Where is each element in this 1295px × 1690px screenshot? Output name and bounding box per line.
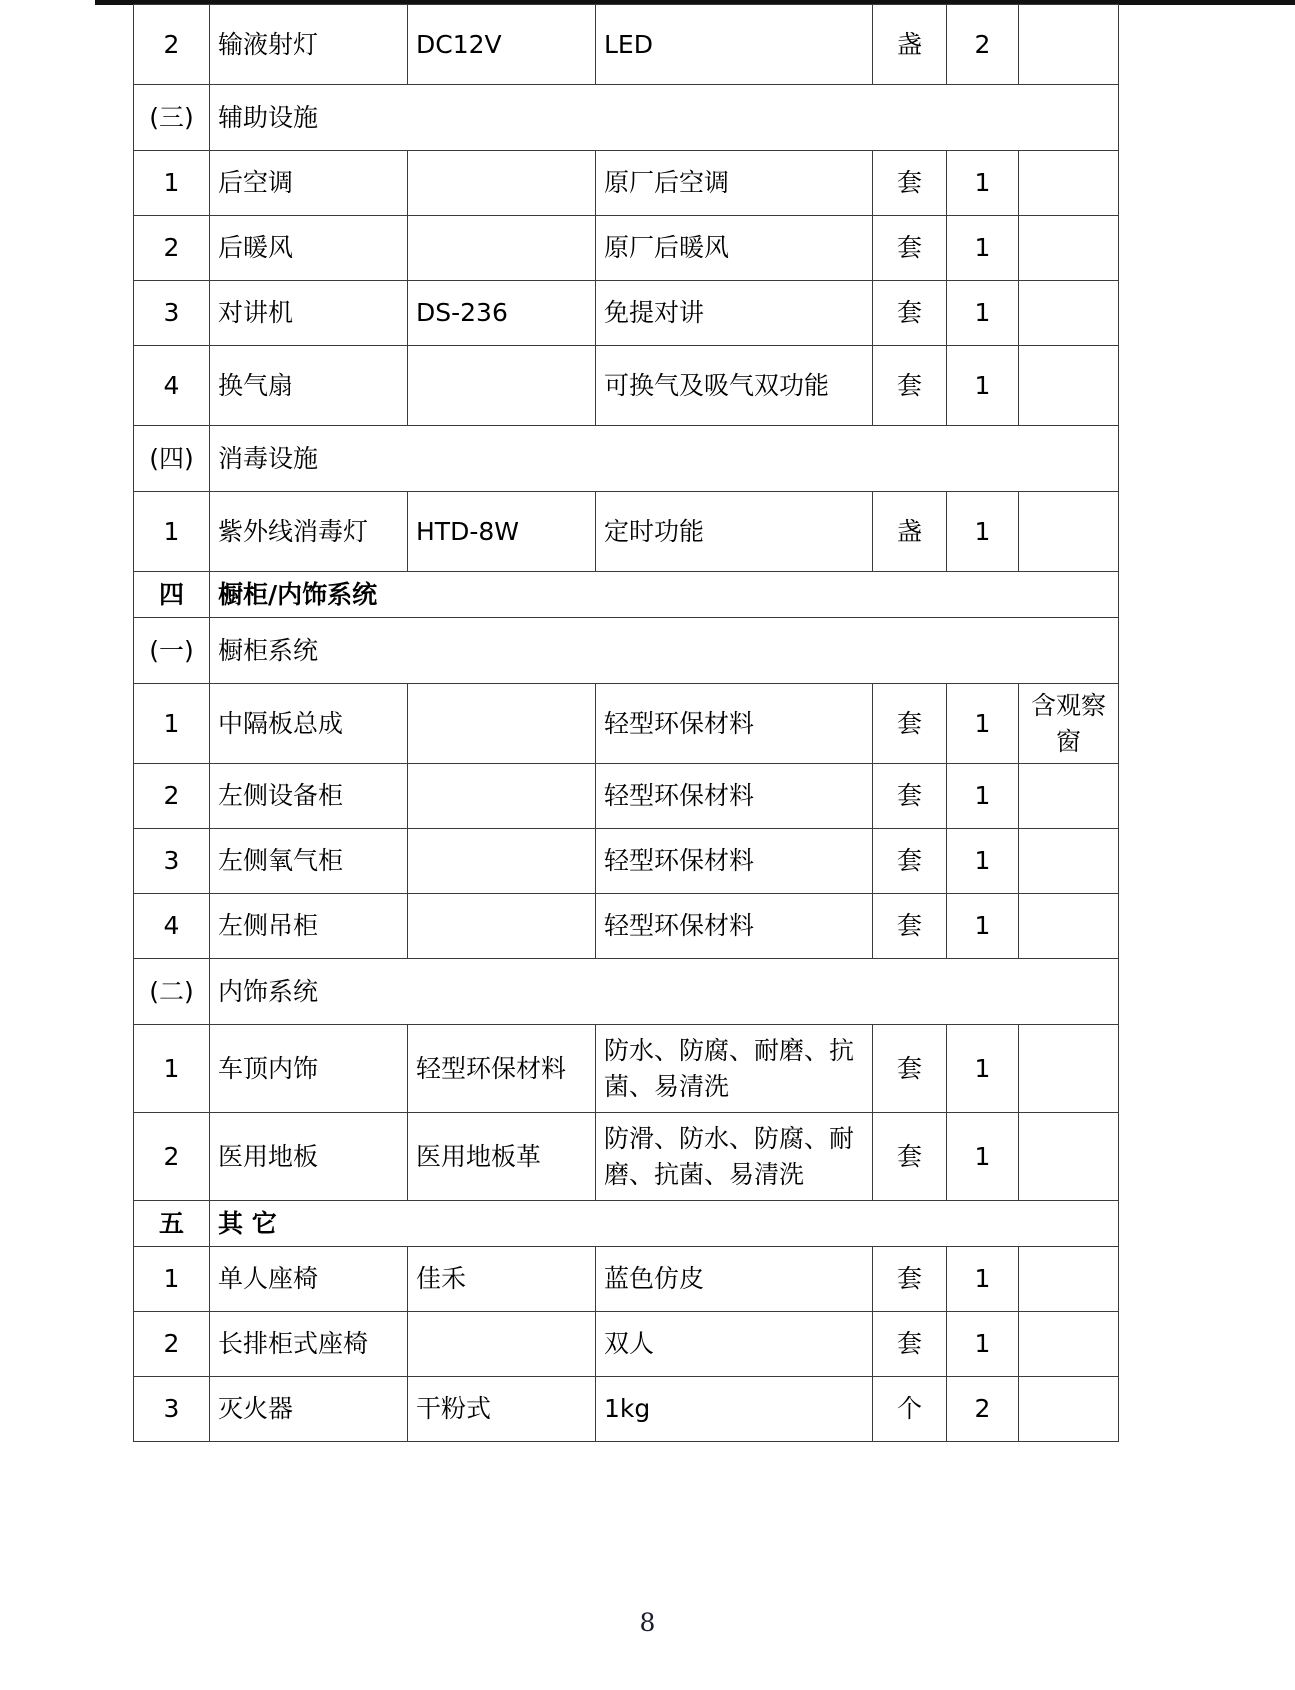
- cell-quantity: 1: [947, 764, 1019, 829]
- cell-remark: [1019, 346, 1119, 426]
- cell-remark: 含观察窗: [1019, 684, 1119, 764]
- cell-remark: [1019, 1025, 1119, 1113]
- cell-model: 医用地板革: [408, 1113, 596, 1201]
- cell-quantity: 1: [947, 151, 1019, 216]
- cell-item-name: 左侧设备柜: [210, 764, 408, 829]
- cell-serial-number: 4: [134, 346, 210, 426]
- table-group-row: [134, 426, 1119, 492]
- cell-description: 可换气及吸气双功能: [596, 346, 873, 426]
- section-label: 其 它: [210, 1201, 1119, 1247]
- section-number: 四: [134, 572, 210, 618]
- cell-quantity: 1: [947, 894, 1019, 959]
- group-label: 消毒设施: [210, 426, 1119, 492]
- table-group-row: [134, 618, 1119, 684]
- table-row: [134, 492, 1119, 572]
- cell-serial-number: 1: [134, 684, 210, 764]
- cell-quantity: 1: [947, 281, 1019, 346]
- table-row: [134, 346, 1119, 426]
- section-label: 橱柜/内饰系统: [210, 572, 1119, 618]
- cell-description: 轻型环保材料: [596, 894, 873, 959]
- page-number: 8: [639, 1608, 656, 1637]
- cell-item-name: 灭火器: [210, 1377, 408, 1442]
- cell-remark: [1019, 492, 1119, 572]
- cell-description: 防水、防腐、耐磨、抗菌、易清洗: [596, 1025, 873, 1113]
- cell-serial-number: 2: [134, 1312, 210, 1377]
- cell-unit: 套: [873, 764, 947, 829]
- table-row: [134, 5, 1119, 85]
- cell-remark: [1019, 829, 1119, 894]
- cell-quantity: 1: [947, 346, 1019, 426]
- cell-unit: 个: [873, 1377, 947, 1442]
- cell-item-name: 输液射灯: [210, 5, 408, 85]
- cell-remark: [1019, 1247, 1119, 1312]
- section-number: 五: [134, 1201, 210, 1247]
- cell-unit: 套: [873, 894, 947, 959]
- group-number: (一): [134, 618, 210, 684]
- cell-unit: 套: [873, 281, 947, 346]
- cell-model: [408, 764, 596, 829]
- table-row: [134, 764, 1119, 829]
- cell-description: 防滑、防水、防腐、耐磨、抗菌、易清洗: [596, 1113, 873, 1201]
- group-number: (二): [134, 959, 210, 1025]
- cell-model: [408, 684, 596, 764]
- cell-quantity: 1: [947, 684, 1019, 764]
- cell-remark: [1019, 1113, 1119, 1201]
- cell-remark: [1019, 764, 1119, 829]
- cell-serial-number: 2: [134, 1113, 210, 1201]
- table-row: [134, 1025, 1119, 1113]
- cell-model: 佳禾: [408, 1247, 596, 1312]
- cell-quantity: 1: [947, 829, 1019, 894]
- cell-serial-number: 1: [134, 151, 210, 216]
- cell-model: HTD-8W: [408, 492, 596, 572]
- cell-model: [408, 894, 596, 959]
- cell-item-name: 长排柜式座椅: [210, 1312, 408, 1377]
- cell-quantity: 1: [947, 1312, 1019, 1377]
- cell-remark: [1019, 281, 1119, 346]
- cell-model: [408, 829, 596, 894]
- cell-quantity: 1: [947, 216, 1019, 281]
- cell-model: 干粉式: [408, 1377, 596, 1442]
- cell-unit: 套: [873, 684, 947, 764]
- cell-item-name: 左侧吊柜: [210, 894, 408, 959]
- table-row: [134, 281, 1119, 346]
- cell-serial-number: 2: [134, 764, 210, 829]
- cell-remark: [1019, 216, 1119, 281]
- cell-description: LED: [596, 5, 873, 85]
- cell-item-name: 车顶内饰: [210, 1025, 408, 1113]
- table-section-row: [134, 1201, 1119, 1247]
- cell-item-name: 左侧氧气柜: [210, 829, 408, 894]
- table-group-row: [134, 85, 1119, 151]
- cell-item-name: 紫外线消毒灯: [210, 492, 408, 572]
- cell-model: 轻型环保材料: [408, 1025, 596, 1113]
- cell-description: 轻型环保材料: [596, 684, 873, 764]
- cell-unit: 盏: [873, 492, 947, 572]
- cell-item-name: 换气扇: [210, 346, 408, 426]
- group-label: 内饰系统: [210, 959, 1119, 1025]
- cell-description: 定时功能: [596, 492, 873, 572]
- cell-serial-number: 2: [134, 5, 210, 85]
- group-label: 辅助设施: [210, 85, 1119, 151]
- table-row: [134, 894, 1119, 959]
- cell-item-name: 后暖风: [210, 216, 408, 281]
- cell-description: 原厂后空调: [596, 151, 873, 216]
- cell-serial-number: 2: [134, 216, 210, 281]
- cell-remark: [1019, 5, 1119, 85]
- cell-model: DC12V: [408, 5, 596, 85]
- cell-quantity: 1: [947, 1247, 1019, 1312]
- cell-model: [408, 216, 596, 281]
- table-row: [134, 829, 1119, 894]
- cell-quantity: 1: [947, 1025, 1019, 1113]
- cell-description: 蓝色仿皮: [596, 1247, 873, 1312]
- cell-item-name: 中隔板总成: [210, 684, 408, 764]
- table-row: [134, 684, 1119, 764]
- cell-quantity: 2: [947, 5, 1019, 85]
- cell-serial-number: 3: [134, 281, 210, 346]
- table-row: [134, 1113, 1119, 1201]
- equipment-spec-table: [133, 4, 1119, 1442]
- cell-description: 1kg: [596, 1377, 873, 1442]
- cell-serial-number: 1: [134, 492, 210, 572]
- cell-item-name: 医用地板: [210, 1113, 408, 1201]
- cell-unit: 套: [873, 216, 947, 281]
- cell-model: [408, 151, 596, 216]
- table-row: [134, 1247, 1119, 1312]
- group-number: (四): [134, 426, 210, 492]
- cell-model: [408, 1312, 596, 1377]
- cell-quantity: 1: [947, 1113, 1019, 1201]
- cell-unit: 套: [873, 1025, 947, 1113]
- cell-serial-number: 1: [134, 1025, 210, 1113]
- table-section-row: [134, 572, 1119, 618]
- cell-remark: [1019, 894, 1119, 959]
- cell-serial-number: 1: [134, 1247, 210, 1312]
- cell-remark: [1019, 151, 1119, 216]
- cell-unit: 套: [873, 346, 947, 426]
- cell-item-name: 单人座椅: [210, 1247, 408, 1312]
- cell-remark: [1019, 1377, 1119, 1442]
- cell-serial-number: 4: [134, 894, 210, 959]
- cell-item-name: 对讲机: [210, 281, 408, 346]
- table-row: [134, 151, 1119, 216]
- cell-serial-number: 3: [134, 1377, 210, 1442]
- group-number: (三): [134, 85, 210, 151]
- cell-description: 免提对讲: [596, 281, 873, 346]
- group-label: 橱柜系统: [210, 618, 1119, 684]
- cell-description: 轻型环保材料: [596, 829, 873, 894]
- table-row: [134, 1377, 1119, 1442]
- cell-item-name: 后空调: [210, 151, 408, 216]
- cell-remark: [1019, 1312, 1119, 1377]
- cell-serial-number: 3: [134, 829, 210, 894]
- cell-unit: 套: [873, 1312, 947, 1377]
- cell-description: 双人: [596, 1312, 873, 1377]
- cell-description: 轻型环保材料: [596, 764, 873, 829]
- cell-quantity: 1: [947, 492, 1019, 572]
- cell-model: DS-236: [408, 281, 596, 346]
- cell-unit: 套: [873, 151, 947, 216]
- cell-unit: 盏: [873, 5, 947, 85]
- cell-description: 原厂后暖风: [596, 216, 873, 281]
- table-row: [134, 1312, 1119, 1377]
- cell-quantity: 2: [947, 1377, 1019, 1442]
- table-row: [134, 216, 1119, 281]
- cell-unit: 套: [873, 1113, 947, 1201]
- cell-unit: 套: [873, 829, 947, 894]
- table-group-row: [134, 959, 1119, 1025]
- cell-unit: 套: [873, 1247, 947, 1312]
- cell-model: [408, 346, 596, 426]
